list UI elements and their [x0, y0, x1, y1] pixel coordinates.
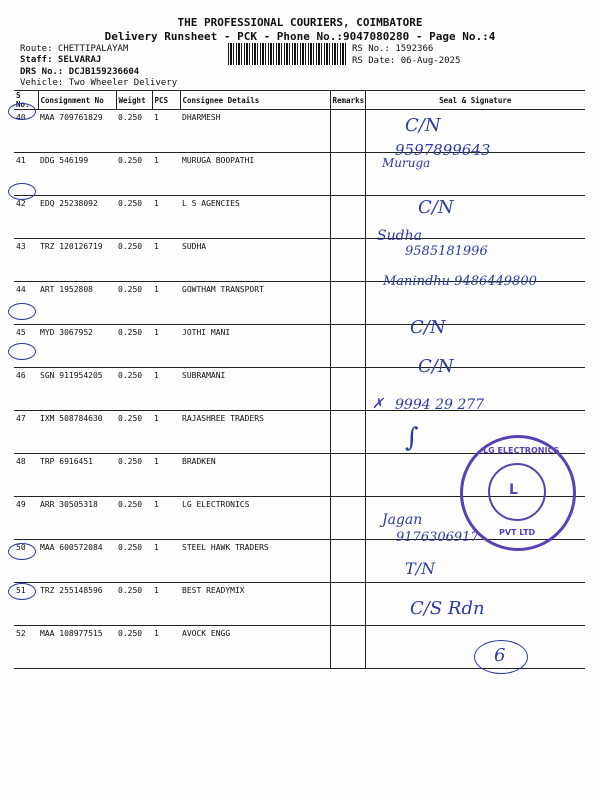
cell-weight: 0.250	[116, 583, 152, 626]
col-pcs: PCS	[152, 91, 180, 110]
cell-pcs: 1	[152, 196, 180, 239]
sno-circle	[8, 103, 36, 120]
cell-signature	[365, 325, 585, 368]
table-row	[14, 153, 585, 196]
col-remarks: Remarks	[330, 91, 365, 110]
handwritten-note: C/N	[418, 197, 454, 218]
handwritten-signature: Sudha	[377, 228, 422, 244]
cell-weight: 0.250	[116, 368, 152, 411]
sno-circle	[8, 543, 36, 560]
sno-circle	[8, 343, 36, 360]
cell-sno: 47	[14, 411, 38, 454]
cell-pcs: 1	[152, 110, 180, 153]
cell-cn: IXM 508784630	[38, 411, 116, 454]
cell-consignee: SUDHA	[180, 239, 330, 282]
cell-weight: 0.250	[116, 325, 152, 368]
cell-weight: 0.250	[116, 411, 152, 454]
handwritten-phone: 9597899643	[395, 141, 491, 159]
cell-sno: 51	[14, 583, 38, 626]
cell-remarks	[330, 411, 365, 454]
cell-signature	[365, 540, 585, 583]
cell-remarks	[330, 153, 365, 196]
cell-consignee: L S AGENCIES	[180, 196, 330, 239]
cell-pcs: 1	[152, 153, 180, 196]
cell-remarks	[330, 196, 365, 239]
cell-cn: ARR 30505318	[38, 497, 116, 540]
handwritten-note: C/N	[405, 115, 441, 136]
cell-sno: 45	[14, 325, 38, 368]
cell-cn: DDG 546199	[38, 153, 116, 196]
cell-weight: 0.250	[116, 239, 152, 282]
seal-center-mark: L	[509, 482, 518, 498]
cell-remarks	[330, 325, 365, 368]
seal-text-top: LG ELECTRONICS	[483, 446, 560, 455]
cell-cn: TRZ 120126719	[38, 239, 116, 282]
cell-cn: MAA 709761829	[38, 110, 116, 153]
vehicle-label: Vehicle: Two Wheeler Delivery	[20, 78, 178, 88]
sno-circle	[8, 583, 36, 600]
cell-remarks	[330, 282, 365, 325]
cell-pcs: 1	[152, 239, 180, 282]
cell-consignee: JOTHI MANI	[180, 325, 330, 368]
sno-circle	[8, 183, 36, 200]
cell-pcs: 1	[152, 282, 180, 325]
page-mark: 6	[494, 645, 506, 666]
handwritten-signature: Muruga	[382, 156, 431, 170]
company-title: THE PROFESSIONAL COURIERS, COIMBATORE	[177, 16, 423, 29]
cell-cn: TRZ 255148596	[38, 583, 116, 626]
cell-consignee: DHARMESH	[180, 110, 330, 153]
cell-sno: 43	[14, 239, 38, 282]
cell-sno: 40	[14, 110, 38, 153]
cell-sno: 42	[14, 196, 38, 239]
cell-weight: 0.250	[116, 454, 152, 497]
cell-pcs: 1	[152, 583, 180, 626]
cell-weight: 0.250	[116, 110, 152, 153]
cell-pcs: 1	[152, 497, 180, 540]
handwritten-note: C/S Rdn	[410, 598, 485, 619]
handwritten-note: C/N	[418, 356, 454, 377]
runsheet-table	[14, 90, 585, 669]
col-consignment: Consignment No	[38, 91, 116, 110]
col-weight: Weight	[116, 91, 152, 110]
cell-pcs: 1	[152, 540, 180, 583]
cell-pcs: 1	[152, 325, 180, 368]
cell-cn: MAA 600572084	[38, 540, 116, 583]
cell-consignee: RAJASHREE TRADERS	[180, 411, 330, 454]
cell-weight: 0.250	[116, 196, 152, 239]
col-consignee: Consignee Details	[180, 91, 330, 110]
cell-consignee: SUBRAMANI	[180, 368, 330, 411]
handwritten-signature: ✗	[372, 396, 384, 412]
cell-remarks	[330, 110, 365, 153]
cell-remarks	[330, 583, 365, 626]
handwritten-signature: Jagan	[382, 512, 423, 528]
rs-date: RS Date: 06-Aug-2025	[352, 56, 461, 66]
cell-consignee: MURUGA BOOPATHI	[180, 153, 330, 196]
cell-sno: 49	[14, 497, 38, 540]
cell-sno: 44	[14, 282, 38, 325]
cell-cn: EDQ 25238092	[38, 196, 116, 239]
cell-cn: MAA 108977515	[38, 626, 116, 669]
drs-number: DRS No.: DCJB159236604	[20, 67, 140, 77]
col-sno: S No.	[14, 91, 38, 110]
handwritten-phone: 9176306917	[396, 530, 479, 545]
cell-pcs: 1	[152, 411, 180, 454]
cell-cn: ART 1952808	[38, 282, 116, 325]
cell-remarks	[330, 368, 365, 411]
cell-weight: 0.250	[116, 626, 152, 669]
cell-consignee: STEEL HAWK TRADERS	[180, 540, 330, 583]
cell-cn: SGN 911954205	[38, 368, 116, 411]
cell-consignee: AVOCK ENGG	[180, 626, 330, 669]
seal-text-bottom: PVT LTD	[499, 528, 536, 537]
cell-remarks	[330, 454, 365, 497]
cell-consignee: GOWTHAM TRANSPORT	[180, 282, 330, 325]
cell-consignee: BRADKEN	[180, 454, 330, 497]
rs-number: RS No.: 1592366	[352, 44, 434, 54]
table-row	[14, 583, 585, 626]
cell-weight: 0.250	[116, 540, 152, 583]
handwritten-note: T/N	[405, 559, 436, 578]
cell-weight: 0.250	[116, 497, 152, 540]
runsheet-subtitle: Delivery Runsheet - PCK - Phone No.:9047080280 - Page No.:4	[104, 30, 496, 43]
table-header-row	[14, 91, 585, 110]
cell-pcs: 1	[152, 626, 180, 669]
route-label: Route: CHETTIPALAYAM	[20, 44, 129, 54]
cell-consignee: BEST READYMIX	[180, 583, 330, 626]
cell-cn: MYD 3067952	[38, 325, 116, 368]
col-signature: Seal & Signature	[365, 91, 585, 110]
cell-sno: 41	[14, 153, 38, 196]
cell-remarks	[330, 626, 365, 669]
cell-sno: 50	[14, 540, 38, 583]
cell-weight: 0.250	[116, 153, 152, 196]
cell-remarks	[330, 239, 365, 282]
table-row	[14, 196, 585, 239]
handwritten-signature: Manindhu 9486449800	[383, 274, 537, 289]
handwritten-phone: 9994 29 277	[395, 397, 485, 413]
sno-circle	[8, 303, 36, 320]
barcode	[228, 43, 348, 65]
cell-weight: 0.250	[116, 282, 152, 325]
company-seal	[460, 435, 576, 551]
cell-consignee: LG ELECTRONICS	[180, 497, 330, 540]
cell-sno: 48	[14, 454, 38, 497]
cell-cn: TRP 6916451	[38, 454, 116, 497]
table-row	[14, 110, 585, 153]
cell-pcs: 1	[152, 368, 180, 411]
cell-pcs: 1	[152, 454, 180, 497]
cell-remarks	[330, 540, 365, 583]
handwritten-note: C/N	[410, 317, 446, 338]
handwritten-phone: 9585181996	[405, 244, 488, 259]
cell-sno: 46	[14, 368, 38, 411]
cell-remarks	[330, 497, 365, 540]
staff-label: Staff: SELVARAJ	[20, 55, 102, 65]
handwritten-signature: ∫	[405, 423, 419, 453]
table-row	[14, 325, 585, 368]
table-row	[14, 368, 585, 411]
cell-sno: 52	[14, 626, 38, 669]
